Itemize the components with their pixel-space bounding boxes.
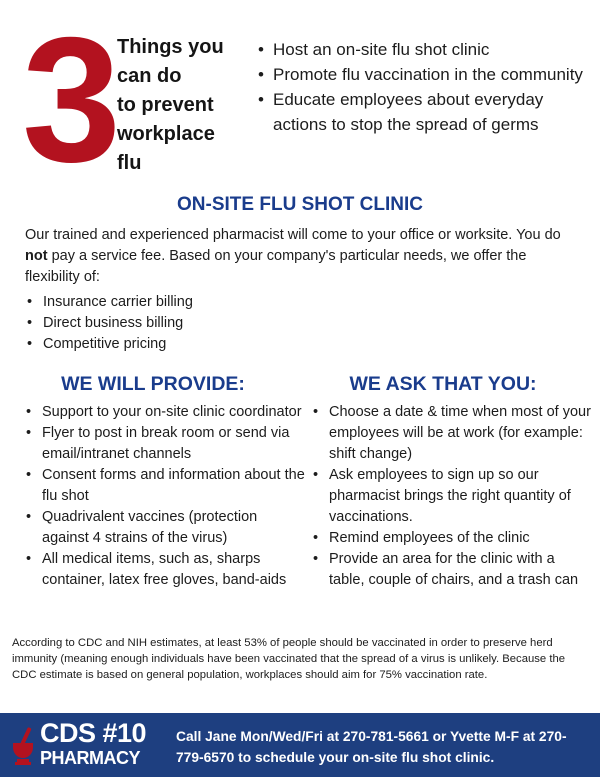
clinic-description-emphasis: not xyxy=(25,248,48,264)
list-item: • Remind employees of the clinic xyxy=(311,528,593,549)
headline-line: to prevent xyxy=(117,94,214,116)
list-item: • Provide an area for the clinic with a table, couple of chairs, and a trash can xyxy=(311,549,593,591)
headline-line: flu xyxy=(117,152,142,174)
list-item: • Host an on-site flu shot clinic xyxy=(256,37,596,62)
list-item: • Quadrivalent vaccines (protection against 4 strains of the virus) xyxy=(24,507,306,549)
footnote: According to CDC and NIH estimates, at least 53% of people should be vaccinated in order to preserve herd immunity (meaning enough individuals have been vaccinated that the spread of a virus is unlikely. Because the CDC estimate is based on general population, workplaces should aim for 75% vaccination rate. xyxy=(12,637,566,681)
contact-info: Call Jane Mon/Wed/Fri at 270-781-5661 or Yvette M-F at 270-779-6570 to schedule your on-site flu shot clinic. xyxy=(176,729,567,765)
clinic-description xyxy=(25,225,585,288)
list-item: • Insurance carrier billing xyxy=(25,292,325,313)
provide-heading: WE WILL PROVIDE: xyxy=(61,373,245,395)
provide-list xyxy=(24,402,306,591)
list-item: • Competitive pricing xyxy=(25,334,325,355)
logo-name: CDS #10 xyxy=(40,718,147,748)
list-item: • Flyer to post in break room or send via email/intranet channels xyxy=(24,423,306,465)
billing-options-list xyxy=(25,292,325,355)
ask-heading: WE ASK THAT YOU: xyxy=(349,373,537,395)
list-item: • Direct business billing xyxy=(25,313,325,334)
clinic-heading: ON-SITE FLU SHOT CLINIC xyxy=(177,194,423,215)
list-item: • Educate employees about everyday actions to stop the spread of germs xyxy=(256,87,596,137)
list-item: • Promote flu vaccination in the community xyxy=(256,62,596,87)
top-action-list xyxy=(256,37,596,137)
mortar-pestle-icon xyxy=(12,726,34,766)
ask-list xyxy=(311,402,593,591)
headline-line: can do xyxy=(117,65,182,87)
headline-line: Things you xyxy=(117,36,224,58)
list-item: • Consent forms and information about the flu shot xyxy=(24,465,306,507)
clinic-description-part: Our trained and experienced pharmacist will come to your office or worksite. You do xyxy=(25,227,561,243)
big-number-three: 3 xyxy=(22,0,117,199)
list-item: • Ask employees to sign up so our pharmacist brings the right quantity of vaccinations. xyxy=(311,465,593,528)
list-item: • Support to your on-site clinic coordinator xyxy=(24,402,306,423)
clinic-description-part: pay a service fee. Based on your company's particular needs, we offer the flexibility of: xyxy=(25,248,527,285)
list-item: • All medical items, such as, sharps container, latex free gloves, band-aids xyxy=(24,549,306,591)
headline xyxy=(117,33,257,178)
headline-line: workplace xyxy=(117,123,215,145)
logo-subtitle: PHARMACY xyxy=(40,748,141,768)
list-item: • Choose a date & time when most of your employees will be at work (for example: shift change) xyxy=(311,402,593,465)
